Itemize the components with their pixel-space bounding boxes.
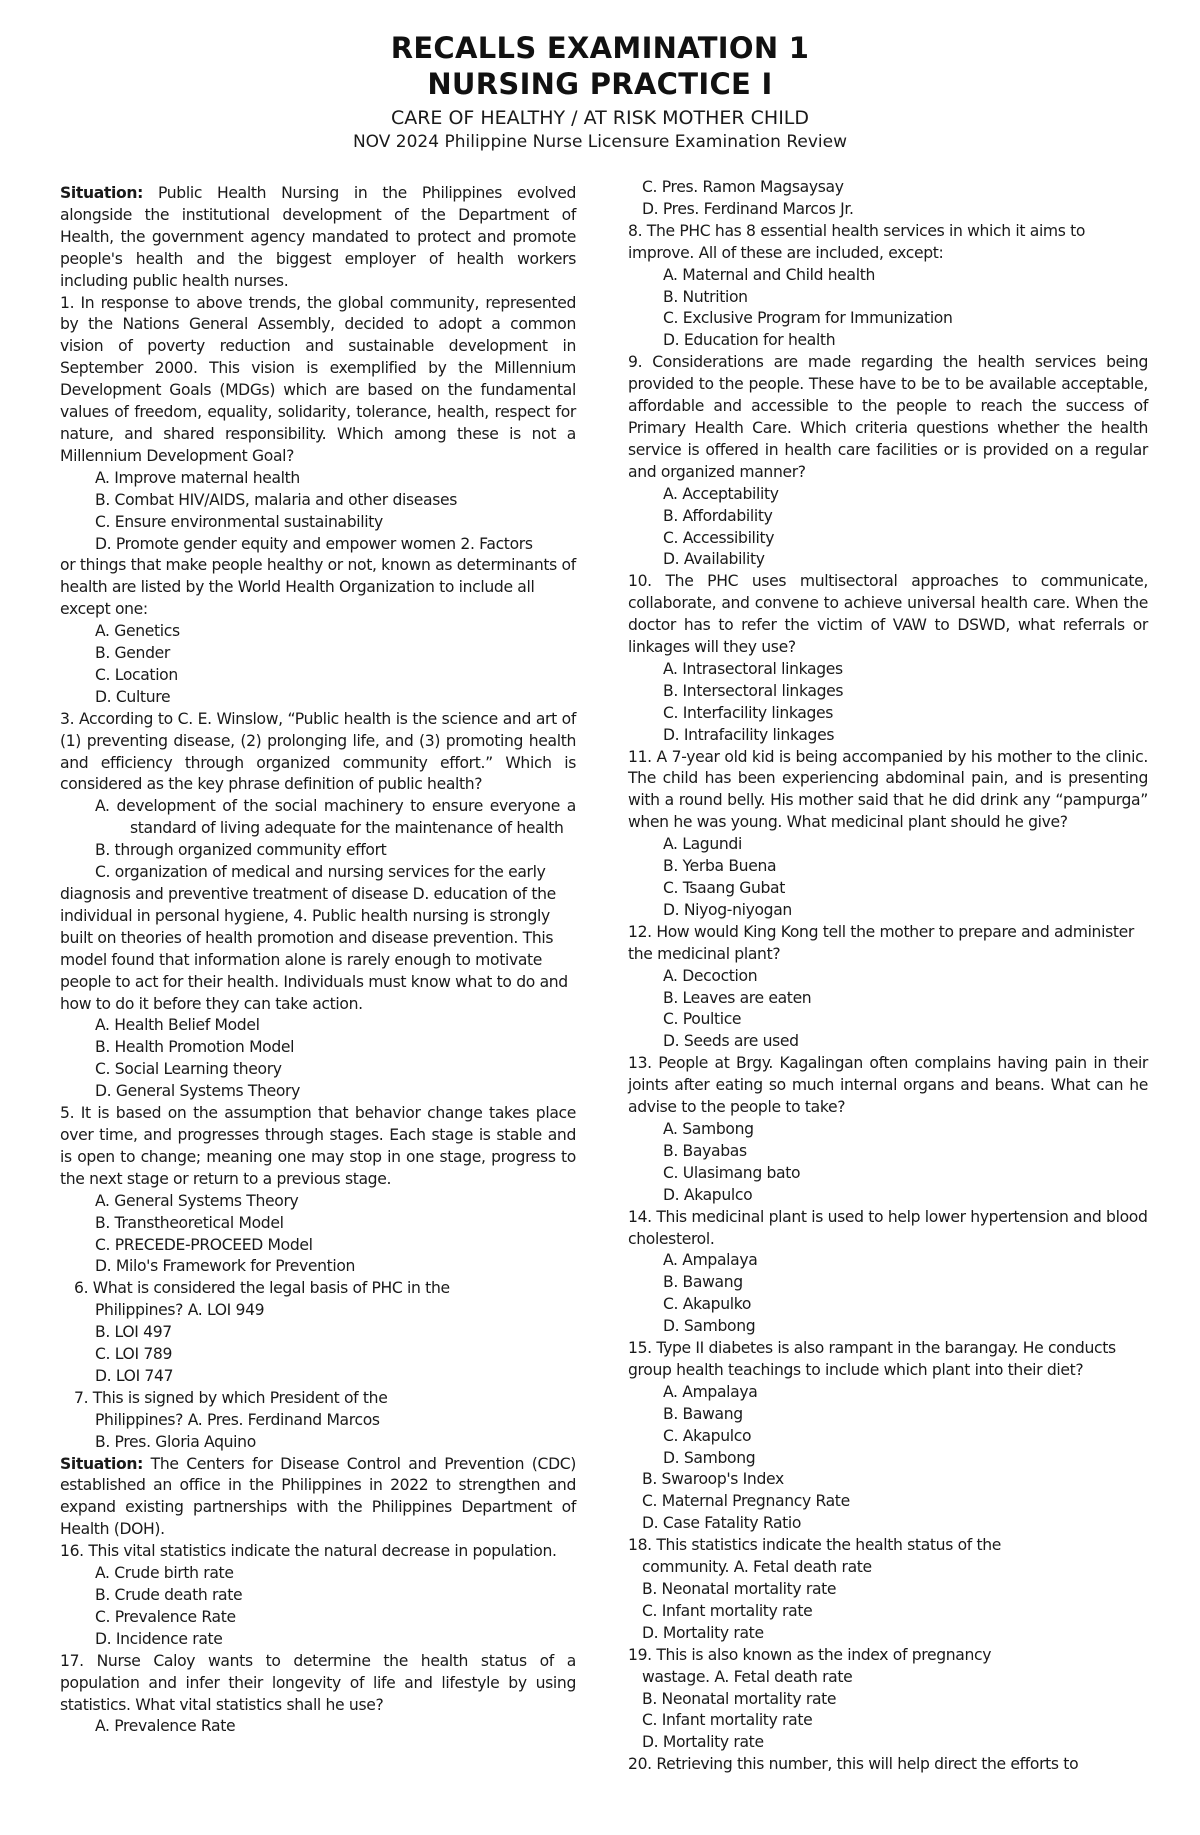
option: A. Ampalaya [663, 1382, 758, 1401]
option: C. Social Learning theory [95, 1060, 282, 1079]
question-1: 1. In response to above trends, the global community, represented by the Nations General Assembly, decided to adopt a common vision of poverty reduction and sustainable development in September 2000. This vision is exemplified by the Millennium Development Goals (MDGs) which are based on the fundamental values of freedom, equality, solidarity, tolerance, health, respect for nature, and shared responsibility. Which among these is not a Millennium Development Goal? [60, 293, 576, 465]
option: A. Sambong [663, 1119, 754, 1138]
option: C. Interfacility linkages [663, 703, 834, 722]
right-column [628, 177, 1148, 1776]
question-18: 18. This statistics indicate the health status of the [628, 1536, 1002, 1555]
question-13: 13. People at Brgy. Kagalingan often complains having pain in their joints after eating so much internal organs and beans. What can he advise to the people to take? [628, 1054, 1148, 1117]
option: D. Education for health [663, 331, 836, 350]
exam-review-label: NOV 2024 Philippine Nurse Licensure Examination Review [352, 132, 848, 152]
option: D. Akapulco [663, 1185, 753, 1204]
option: B. Nutrition [663, 287, 748, 306]
question-4: diagnosis and preventive treatment of disease D. education of the individual in personal hygiene, 4. Public health nursing is strongly built on theories of health promotion and disease prevention. This model found that information alone is rarely enough to motivate people to act for their health. Individuals must know what to do and how to do it before they can take action. [60, 885, 568, 1013]
option: C. Infant mortality rate [642, 1601, 813, 1620]
option: A. development of the social machinery to ensure everyone a standard of living adequate for the maintenance of health [95, 797, 576, 838]
option: B. through organized community effort [95, 841, 387, 860]
option: D. Case Fatality Ratio [642, 1514, 802, 1533]
question-14: 14. This medicinal plant is used to help lower hypertension and blood cholesterol. [628, 1207, 1148, 1248]
option: C. Ulasimang bato [663, 1163, 801, 1182]
option: D. Sambong [663, 1448, 756, 1467]
option: A. Health Belief Model [95, 1016, 260, 1035]
situation-text: The Centers for Disease Control and Prevention (CDC) established an office in the Philippines in 2022 to strengthen and expand existing partnerships with the Philippines Department of Health (DOH). [60, 1454, 576, 1539]
option: C. Location [95, 665, 178, 684]
option: B. LOI 497 [95, 1323, 172, 1342]
question-12: 12. How would King Kong tell the mother to prepare and administer the medicinal plant? [628, 922, 1134, 963]
option: B. Affordability [663, 506, 773, 525]
option: D. Pres. Ferdinand Marcos Jr. [642, 199, 854, 218]
question-10: 10. The PHC uses multisectoral approaches to communicate, collaborate, and convene to achieve universal health care. When the doctor has to refer the victim of VAW to DSWD, what referrals or linkages will they use? [628, 572, 1148, 657]
situation-1 [60, 183, 576, 293]
question-7-cont: Philippines? A. Pres. Ferdinand Marcos [95, 1410, 380, 1429]
option: A. Ampalaya [663, 1251, 758, 1270]
option: B. Leaves are eaten [663, 988, 812, 1007]
option: C. Poultice [663, 1010, 742, 1029]
question-17: 17. Nurse Caloy wants to determine the health status of a population and infer their longevity of life and lifestyle by using statistics. What vital statistics shall he use? [60, 1651, 576, 1714]
option: B. Bayabas [663, 1141, 747, 1160]
option: B. Combat HIV/AIDS, malaria and other diseases [95, 490, 458, 509]
question-18-cont: community. A. Fetal death rate [642, 1558, 872, 1577]
option: D. Niyog-niyogan [663, 900, 792, 919]
question-19-cont: wastage. A. Fetal death rate [642, 1667, 853, 1686]
option: C. LOI 789 [95, 1345, 173, 1364]
question-15: 15. Type II diabetes is also rampant in the barangay. He conducts group health teachings to include which plant into their diet? [628, 1339, 1116, 1379]
situation-label: Situation: [60, 1454, 144, 1473]
question-9: 9. Considerations are made regarding the health services being provided to the people. These have to be to be available acceptable, affordable and accessible to the people to reach the success of Primary Health Care. Which criteria questions whether the health service is offered in health care facilities or is provided on a regular and organized manner? [628, 353, 1148, 481]
option: B. Pres. Gloria Aquino [95, 1432, 256, 1451]
question-16: 16. This vital statistics indicate the natural decrease in population. [60, 1542, 557, 1561]
option: B. Health Promotion Model [95, 1038, 295, 1057]
option: C. Prevalence Rate [95, 1607, 236, 1626]
option: A. Lagundi [663, 835, 742, 854]
option: C. organization of medical and nursing services for the early [95, 863, 546, 882]
option: D. Seeds are used [663, 1032, 799, 1051]
option: B. Gender [95, 644, 170, 663]
option: C. Accessibility [663, 528, 775, 547]
option: A. Improve maternal health [95, 468, 300, 487]
exam-topic: CARE OF HEALTHY / AT RISK MOTHER CHILD [390, 107, 810, 129]
question-7: 7. This is signed by which President of the [74, 1388, 388, 1407]
option: C. Ensure environmental sustainability [95, 512, 383, 531]
question-3: 3. According to C. E. Winslow, “Public health is the science and art of (1) preventing disease, (2) prolonging life, and (3) promoting health and efficiency through organized community effort.” Which is considered as the key phrase definition of public health? [60, 709, 576, 794]
question-6: 6. What is considered the legal basis of PHC in the [74, 1279, 450, 1298]
situation-label: Situation: [60, 184, 144, 202]
question-11: 11. A 7-year old kid is being accompanied by his mother to the clinic. The child has been experiencing abdominal pain, and is presenting with a round belly. His mother said that he did drink any “pampurga” when he was young. What medicinal plant should he give? [628, 747, 1148, 832]
option: A. Decoction [663, 966, 758, 985]
option: C. Maternal Pregnancy Rate [642, 1492, 850, 1511]
option: D. Incidence rate [95, 1629, 223, 1648]
option: B. Neonatal mortality rate [642, 1580, 837, 1598]
option: A. Prevalence Rate [95, 1717, 236, 1736]
option: C. Exclusive Program for Immunization [663, 309, 953, 328]
option: D. Promote gender equity and empower women 2. Factors [95, 534, 533, 553]
left-column [60, 183, 576, 1738]
option: D. LOI 747 [95, 1366, 174, 1385]
question-20: 20. Retrieving this number, this will help direct the efforts to [628, 1755, 1079, 1774]
question-19: 19. This is also known as the index of pregnancy [628, 1645, 992, 1664]
option: B. Bawang [663, 1273, 743, 1292]
exam-subject: NURSING PRACTICE I [427, 67, 773, 101]
option: B. Neonatal mortality rate [642, 1689, 837, 1708]
option: B. Swaroop's Index [642, 1470, 784, 1489]
option: C. Akapulco [663, 1426, 752, 1445]
option: C. Tsaang Gubat [663, 879, 786, 897]
option: A. General Systems Theory [95, 1191, 299, 1210]
option: B. Bawang [663, 1404, 743, 1423]
option: B. Yerba Buena [663, 857, 777, 876]
option: D. Milo's Framework for Prevention [95, 1257, 356, 1276]
situation-2 [60, 1454, 576, 1542]
option: A. Maternal and Child health [663, 265, 876, 284]
option: B. Crude death rate [95, 1586, 243, 1604]
option: D. Sambong [663, 1317, 756, 1336]
question-2: or things that make people healthy or not, known as determinants of health are listed by the World Health Organization to include all except one: [60, 556, 576, 619]
option: B. Transtheoretical Model [95, 1213, 284, 1232]
option: C. Akapulko [663, 1295, 752, 1314]
option: A. Acceptability [663, 484, 779, 503]
option: D. Culture [95, 687, 171, 706]
option: B. Intersectoral linkages [663, 681, 844, 700]
option: C. Pres. Ramon Magsaysay [642, 178, 844, 196]
option: D. Intrafacility linkages [663, 725, 835, 744]
situation-text: Public Health Nursing in the Philippines evolved alongside the institutional development of the Department of Health, the government agency mandated to protect and promote people's health and the biggest employer of health workers including public health nurses. [60, 184, 576, 290]
option: C. Infant mortality rate [642, 1711, 813, 1730]
option: A. Intrasectoral linkages [663, 659, 843, 678]
document-header [0, 30, 1200, 153]
option: A. Genetics [95, 622, 180, 641]
question-8: 8. The PHC has 8 essential health services in which it aims to improve. All of these are included, except: [628, 221, 1086, 262]
exam-title: RECALLS EXAMINATION 1 [390, 31, 810, 65]
option: D. Mortality rate [642, 1733, 764, 1752]
option: D. Availability [663, 550, 765, 569]
option: A. Crude birth rate [95, 1564, 234, 1583]
question-6-cont: Philippines? A. LOI 949 [95, 1301, 265, 1320]
option: D. General Systems Theory [95, 1082, 300, 1101]
option: D. Mortality rate [642, 1623, 764, 1642]
option: C. PRECEDE-PROCEED Model [95, 1235, 313, 1254]
question-5: 5. It is based on the assumption that behavior change takes place over time, and progresses through stages. Each stage is stable and is open to change; meaning one may stop in one stage, progress to the next stage or return to a previous stage. [60, 1104, 576, 1188]
